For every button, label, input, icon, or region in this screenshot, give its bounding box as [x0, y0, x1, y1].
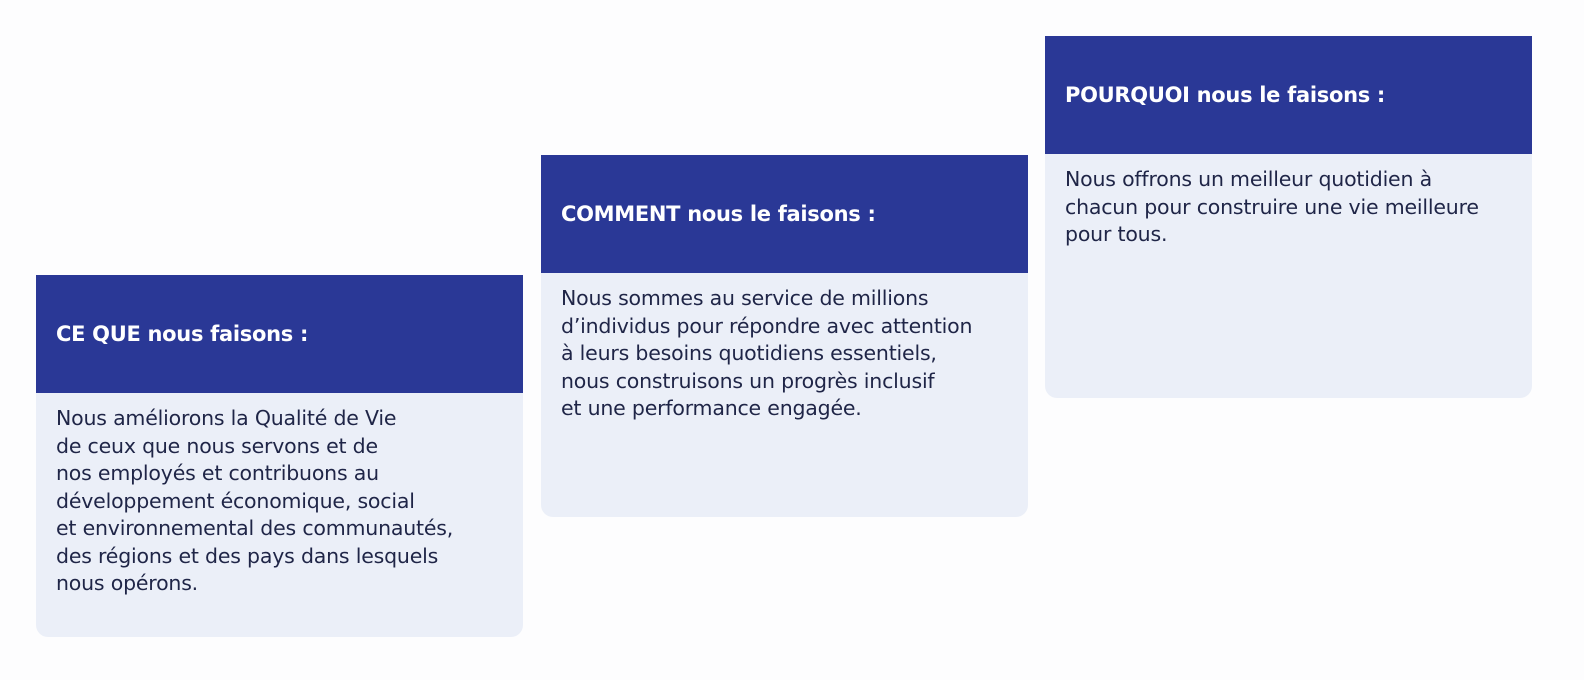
card-text-line: nos employés et contribuons au — [56, 461, 379, 485]
card-title: COMMENT nous le faisons : — [561, 202, 876, 226]
card-body — [1045, 154, 1532, 249]
card-text-line: nous opérons. — [56, 571, 199, 595]
card-text-line: Nous améliorons la Qualité de Vie — [56, 406, 397, 430]
card-title: CE QUE nous faisons : — [56, 322, 309, 346]
card-title: POURQUOI nous le faisons : — [1065, 83, 1386, 107]
card-text-line: et une performance engagée. — [561, 396, 862, 420]
card-ce-que — [36, 275, 523, 637]
card-header — [541, 155, 1028, 273]
card-pourquoi — [1045, 36, 1532, 398]
card-text-line: de ceux que nous servons et de — [56, 433, 378, 458]
card-body — [36, 393, 523, 598]
card-header — [1045, 36, 1532, 154]
card-text-line: à leurs besoins quotidiens essentiels, — [561, 341, 937, 365]
card-comment — [541, 155, 1028, 517]
card-text-line: Nous sommes au service de millions — [561, 286, 929, 310]
card-body — [541, 273, 1028, 423]
card-text-line: nous construisons un progrès inclusif — [561, 368, 935, 393]
card-text-line: chacun pour construire une vie meilleure — [1065, 194, 1479, 219]
card-text-line: des régions et des pays dans lesquels — [56, 543, 439, 568]
card-header — [36, 275, 523, 393]
card-text-line: d’individus pour répondre avec attention — [561, 313, 973, 338]
card-text-line: et environnemental des communautés, — [56, 516, 454, 540]
card-text-line: développement économique, social — [56, 488, 415, 513]
card-text-line: pour tous. — [1065, 222, 1168, 246]
card-text-line: Nous offrons un meilleur quotidien à — [1065, 167, 1432, 191]
